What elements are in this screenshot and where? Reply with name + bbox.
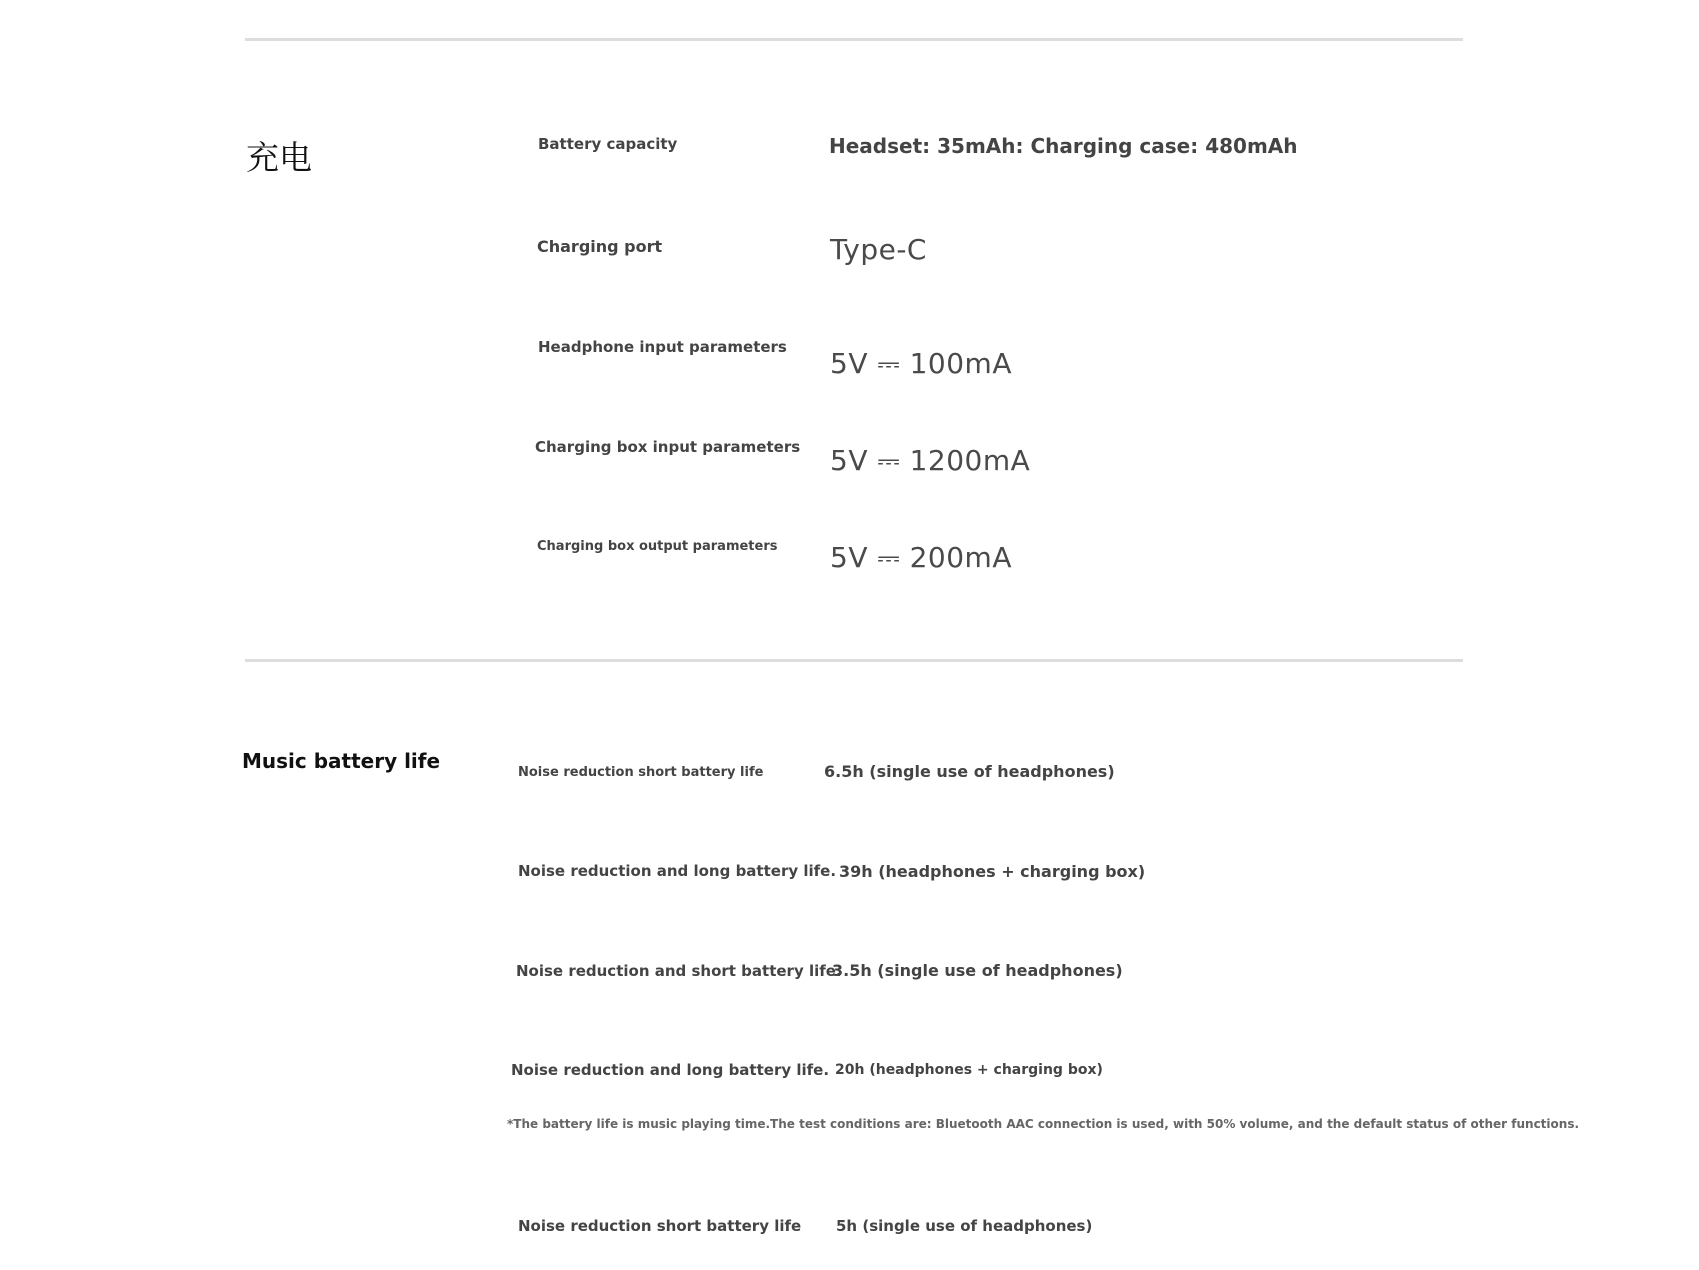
music-row-3-value: 3.5h (single use of headphones)	[832, 961, 1123, 980]
music-row-1-label: Noise reduction short battery life	[518, 765, 764, 780]
music-row-2-label: Noise reduction and long battery life.	[518, 862, 837, 880]
box-output-value: 5V ⎓ 200mA	[830, 541, 1012, 574]
charging-port-label: Charging port	[537, 237, 663, 256]
music-row-1-value: 6.5h (single use of headphones)	[824, 762, 1115, 781]
box-output-label: Charging box output parameters	[537, 539, 778, 554]
battery-test-note: *The battery life is music playing time.The test conditions are: Bluetooth AAC connection is used, with 50% volume, and the default status of other functions.	[507, 1117, 1580, 1131]
headphone-input-value: 5V ⎓ 100mA	[830, 347, 1012, 380]
charging-section-title: 充电	[246, 138, 312, 177]
charging-port-value: Type-C	[830, 233, 927, 266]
headphone-input-label: Headphone input parameters	[538, 338, 787, 356]
music-row-4-label: Noise reduction and long battery life.	[511, 1061, 830, 1079]
box-input-value: 5V ⎓ 1200mA	[830, 444, 1031, 477]
music-extra-row-label: Noise reduction short battery life	[518, 1217, 802, 1235]
battery-capacity-value: Headset: 35mAh: Charging case: 480mAh	[829, 134, 1298, 158]
battery-capacity-label: Battery capacity	[538, 135, 678, 153]
music-row-4-value: 20h (headphones + charging box)	[835, 1062, 1103, 1078]
box-input-label: Charging box input parameters	[535, 438, 801, 456]
music-extra-row-value: 5h (single use of headphones)	[836, 1217, 1093, 1235]
music-battery-section-title: Music battery life	[242, 749, 441, 773]
middle-divider	[245, 659, 1463, 662]
music-row-2-value: 39h (headphones + charging box)	[839, 862, 1146, 881]
top-divider	[245, 38, 1463, 41]
music-row-3-label: Noise reduction and short battery life.	[516, 962, 842, 980]
